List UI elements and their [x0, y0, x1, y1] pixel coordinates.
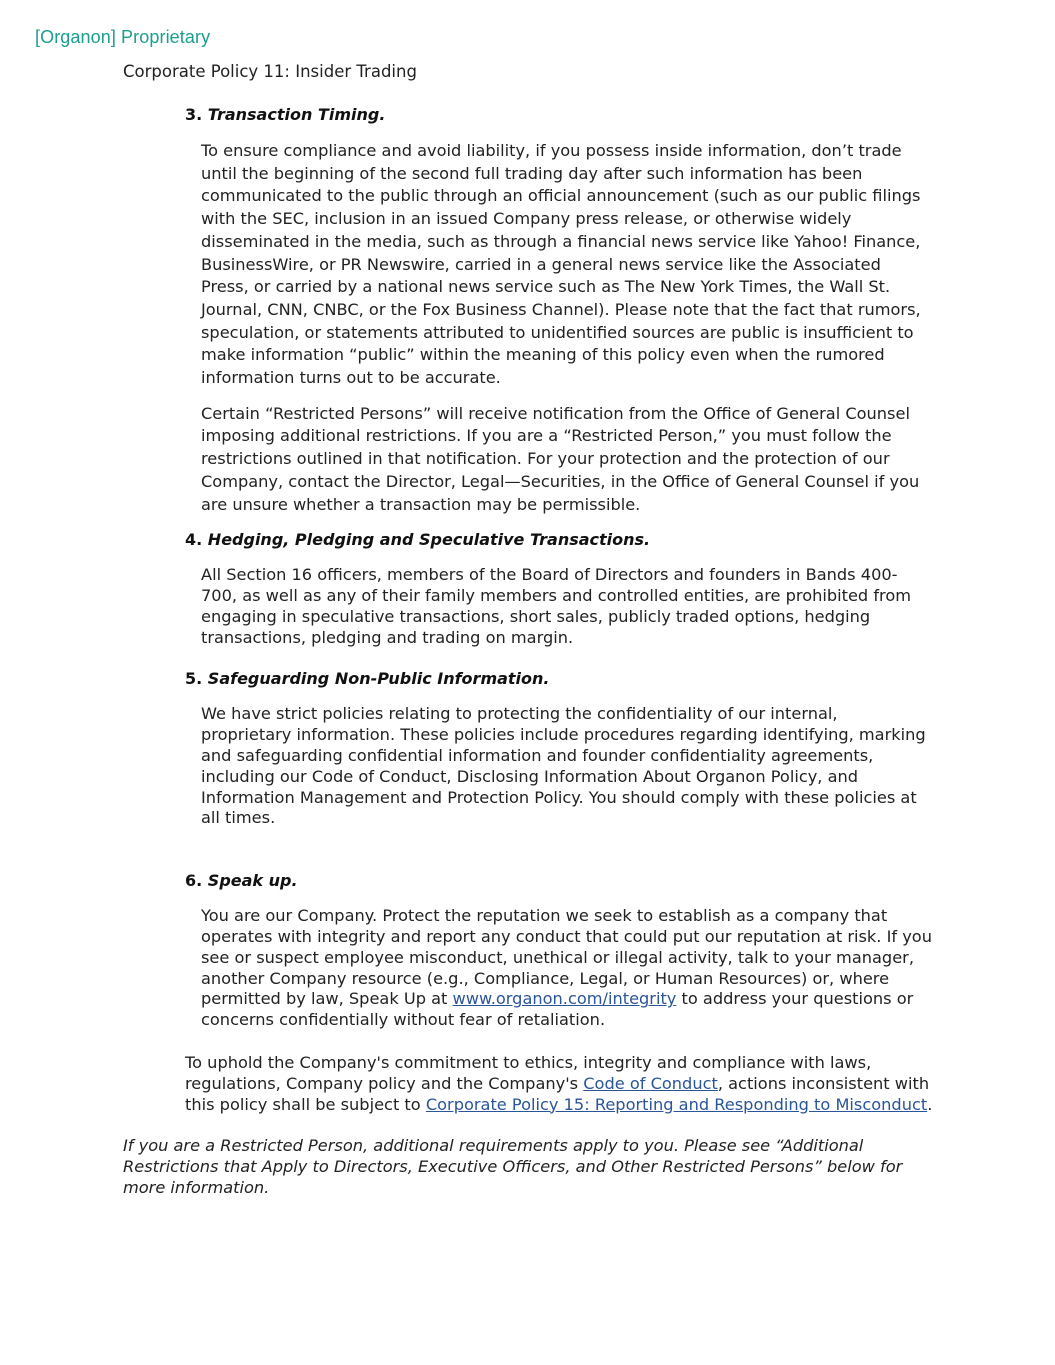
section-separator: . — [196, 669, 208, 689]
restricted-person-note: If you are a Restricted Person, additional requirements apply to you. Please see “Additional Restrictions that Apply to Directors, Executive Officers, and Other Restricted Persons” below for more information. — [123, 1136, 903, 1197]
section-separator: . — [196, 871, 208, 891]
section-heading — [185, 668, 933, 690]
section-5 — [123, 668, 933, 829]
classification-label: [Organon] Proprietary — [35, 27, 211, 47]
section-heading — [185, 529, 933, 551]
corporate-policy-15-link[interactable]: Corporate Policy 15: Reporting and Responding to Misconduct — [425, 1094, 928, 1114]
section-heading — [185, 104, 933, 126]
speak-up-text: You are our Company. Protect the reputation we seek to establish as a company that operates with integrity and report any conduct that could put our reputation at risk. If you see or suspect employee misconduct, unethical or illegal activity, talk to your manager, another Company resource (e.g., Compliance, Legal, or Human Resources) or, where permitted by law, Speak Up at — [201, 906, 932, 1009]
paragraph: We have strict policies relating to protecting the confidentiality of our internal, proprietary information. These policies include procedures regarding identifying, marking and safeguarding confidential information and founder confidentiality agreements, including our Code of Conduct, Disclosing Information About Organon Policy, and Information Management and Protection Policy. You should comply with these policies at all times. — [201, 704, 926, 828]
paragraph: Certain “Restricted Persons” will receive notification from the Office of General Counsel imposing additional restrictions. If you are a “Restricted Person,” you must follow the restrictions outlined in that notification. For your protection and the protection of our Company, contact the Director, Legal—Securities, in the Office of General Counsel if you are unsure whether a transaction may be permissible. — [201, 403, 920, 514]
document-header: Corporate Policy 11: Insider Trading — [123, 62, 417, 81]
commitment-text: To uphold the Company's commitment to ethics, integrity and compliance with laws, regulations, Company policy and the Company's — [185, 1053, 872, 1093]
section-heading — [185, 870, 933, 892]
section-title: Speak up. — [207, 871, 298, 891]
section-number: 3 — [185, 105, 197, 124]
section-4 — [123, 529, 933, 648]
commitment-text: , actions inconsistent with this policy shall be subject to — [185, 1073, 930, 1114]
section-title: Hedging, Pledging and Speculative Transactions. — [207, 530, 651, 550]
section-number: 4 — [185, 530, 197, 550]
commitment-text: . — [927, 1094, 933, 1114]
section-number: 5 — [185, 669, 197, 689]
section-title: Transaction Timing. — [207, 105, 386, 124]
speak-up-text-end: to address your questions or concerns confidentially without fear of retaliation. — [201, 989, 914, 1030]
section-6 — [123, 870, 933, 1031]
section-3 — [123, 104, 933, 516]
section-title: Safeguarding Non-Public Information. — [207, 669, 550, 689]
commitment-paragraph — [185, 1053, 933, 1115]
paragraph: All Section 16 officers, members of the Board of Directors and founders in Bands 400-700, as well as any of their family members and controlled entities, are prohibited from engaging in speculative transactions, short sales, publicly traded options, hedging transactions, pledging and trading on margin. — [201, 565, 912, 647]
section-separator: . — [196, 105, 208, 124]
code-of-conduct-link[interactable]: Code of Conduct — [583, 1073, 718, 1093]
section-number: 6 — [185, 871, 197, 891]
paragraph — [201, 906, 933, 1031]
paragraph: To ensure compliance and avoid liability, if you possess inside information, don’t trade until the beginning of the second full trading day after such information has been communicated to the public through an official announcement (such as our public filings with the SEC, inclusion in an issued Company press release, or otherwise widely disseminated in the media, such as through a financial news service like Yahoo! Finance, BusinessWire, or PR Newswire, carried in a general news service like the Associated Press, or carried by a national news service such as The New York Times, the Wall St. Journal, CNN, CNBC, or the Fox Business Channel). Please note that the fact that rumors, speculation, or statements attributed to unidentified sources are public is insufficient to make information “public” within the meaning of this policy even when the rumored information turns out to be accurate. — [201, 141, 921, 388]
section-separator: . — [196, 530, 208, 550]
document-body — [123, 104, 933, 1199]
integrity-link[interactable]: www.organon.com/integrity — [452, 989, 677, 1009]
